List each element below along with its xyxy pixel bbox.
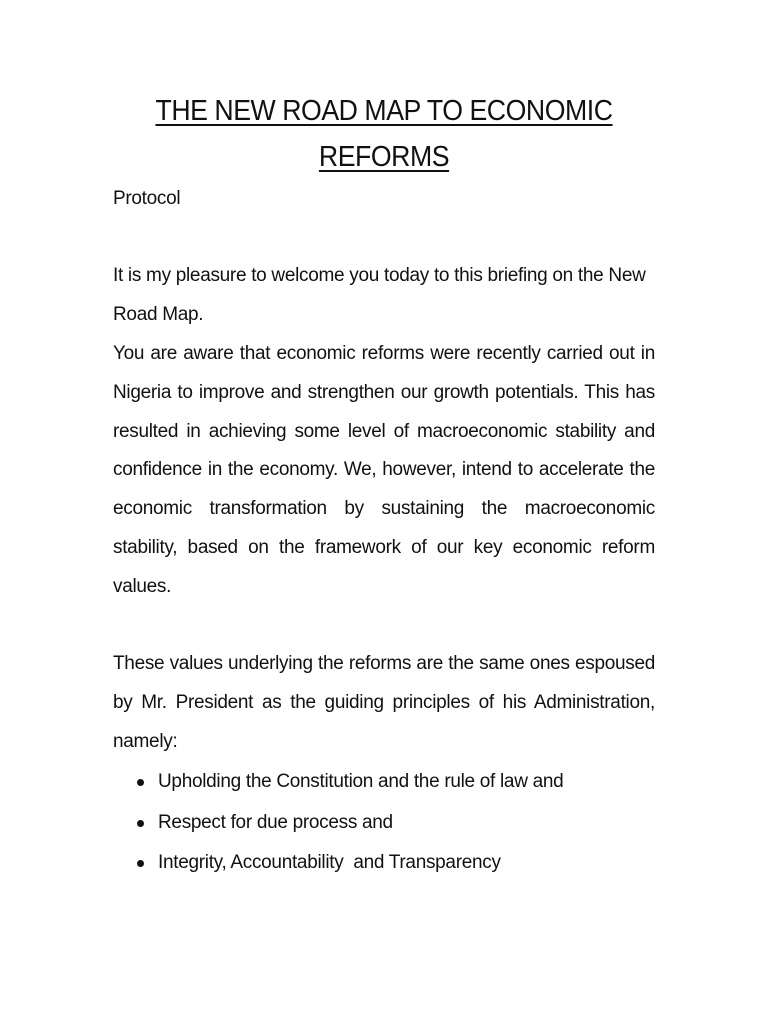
reforms-paragraph: You are aware that economic reforms were recently carried out in Nigeria to improve and strengthen our growth potentials. This has resulted in achieving some level of macroeconomic stability and confidence in the economy. We, however, intend to accelerate the economic transformation by sustaining the macroeconomic stability, based on the framework of our key economic reform values. — [113, 343, 655, 597]
welcome-paragraph: It is my pleasure to welcome you today to this briefing on the New Road Map. — [113, 265, 646, 325]
protocol-heading: Protocol — [113, 188, 181, 209]
bullet-icon — [137, 820, 144, 827]
list-item — [113, 844, 655, 885]
list-item-text: Respect for due process and — [158, 811, 393, 833]
document-title-line-1: THE NEW ROAD MAP TO ECONOMIC — [155, 95, 613, 127]
list-item-text: Upholding the Constitution and the rule of law and — [158, 771, 564, 792]
list-item — [113, 763, 655, 804]
document-title — [123, 88, 646, 180]
bullet-icon — [137, 779, 144, 786]
principles-list — [113, 763, 655, 885]
values-paragraph: These values underlying the reforms are the same ones espoused by Mr. President as the guiding principles of his Administration, namely: — [113, 653, 655, 752]
list-item-text: Integrity, Accountability and Transparency — [158, 852, 501, 873]
document-title-line-2: REFORMS — [318, 141, 450, 173]
list-item — [113, 804, 655, 845]
bullet-icon — [137, 860, 144, 867]
